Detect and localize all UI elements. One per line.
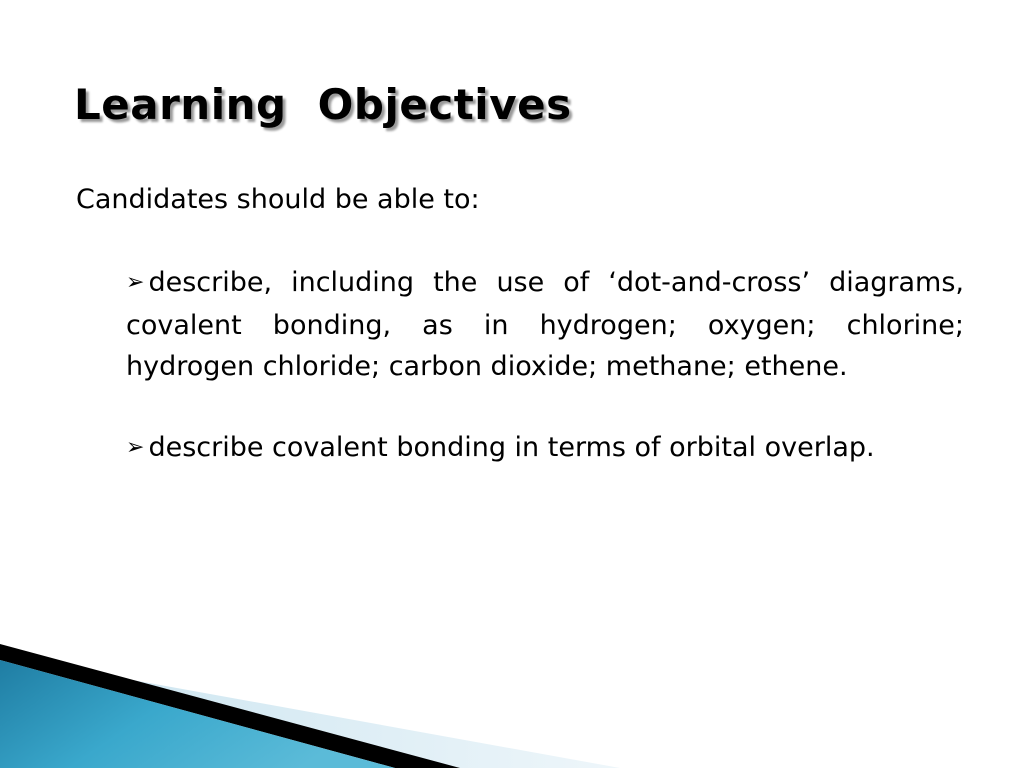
objectives-list bbox=[126, 262, 964, 510]
objective-text: describe covalent bonding in terms of orbital overlap. bbox=[148, 432, 875, 463]
bottom-decoration bbox=[0, 638, 1024, 768]
objective-item bbox=[126, 427, 964, 470]
objective-item bbox=[126, 262, 964, 387]
arrowhead-bullet-icon: ➢ bbox=[126, 435, 145, 460]
intro-text: Candidates should be able to: bbox=[76, 184, 480, 215]
arrowhead-bullet-icon: ➢ bbox=[126, 270, 145, 295]
slide-title: Learning Objectives bbox=[74, 80, 572, 129]
objective-text: describe, including the use of ‘dot-and-cross’ diagrams, covalent bonding, as in hydrogen; oxygen; chlorine; hydrogen chloride; carbon dioxide; methane; ethene. bbox=[126, 267, 964, 382]
